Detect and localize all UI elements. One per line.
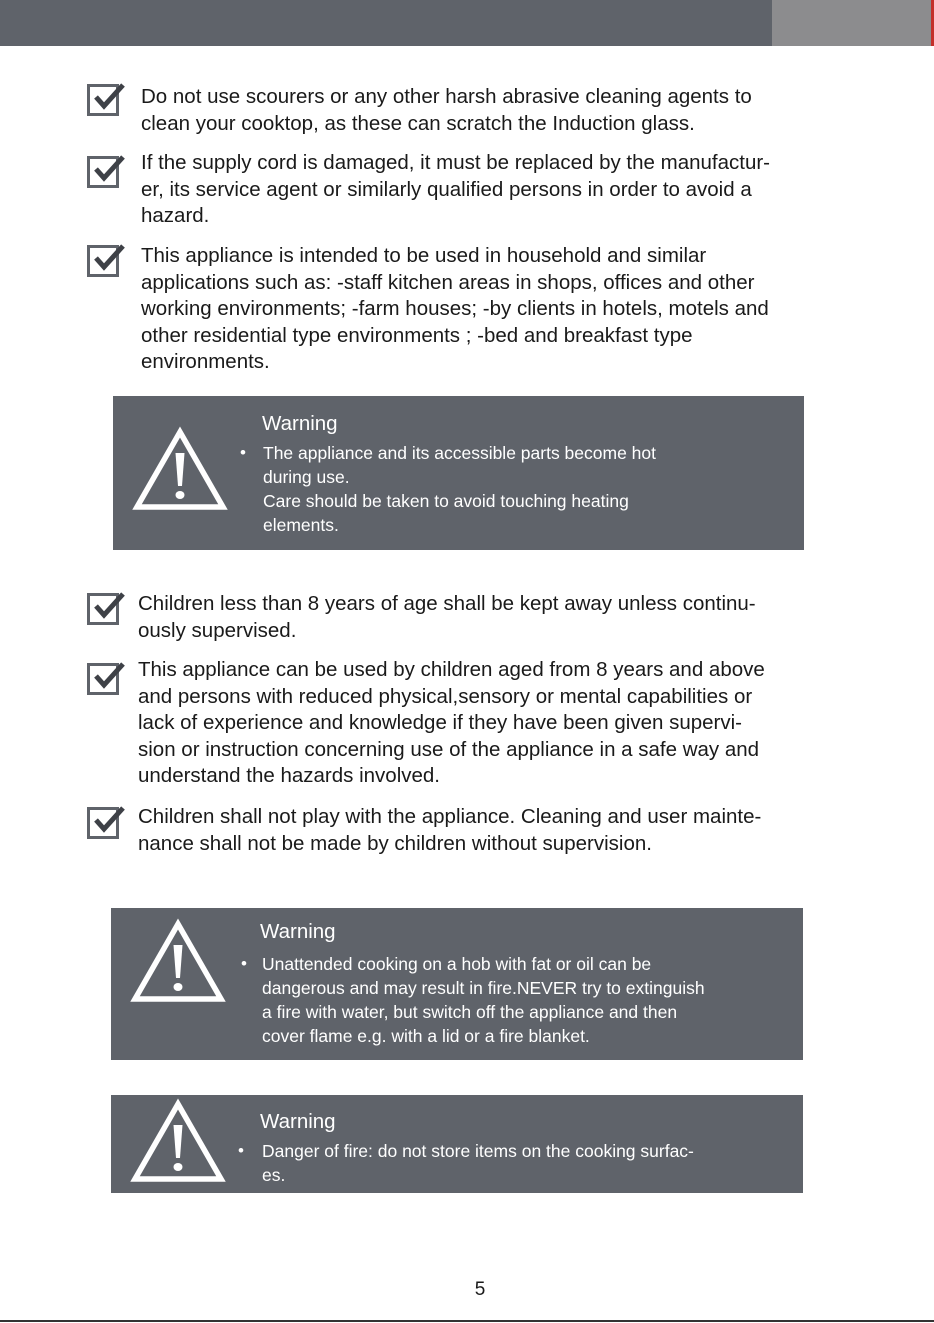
checklist-item-text: If the supply cord is damaged, it must be replaced by the manufactur- er, its service agent or similarly qualified persons in order to avoid a hazard. xyxy=(141,151,770,228)
warning-box xyxy=(111,1095,803,1193)
bullet: • xyxy=(240,443,246,462)
checklist-item-text: This appliance can be used by children aged from 8 years and above and persons with reduced physical,sensory or mental capabilities or lack of experience and knowledge if they have been given supervi- sion or instruction concerning use of the appliance in a safe way and understand the hazards involved. xyxy=(138,658,765,788)
checklist-item xyxy=(87,591,847,651)
warning-title: Warning xyxy=(262,412,338,435)
checklist-item xyxy=(87,804,847,864)
warning-title: Warning xyxy=(260,920,336,943)
bottom-rule xyxy=(0,1320,934,1322)
bullet: • xyxy=(241,954,247,973)
warning-text: Unattended cooking on a hob with fat or oil can be dangerous and may result in fire.NEVER try to extinguish a fire with water, but switch off the appliance and then cover flame e.g. with a lid or a fire blanket. xyxy=(262,954,705,1046)
checklist-item-text: Children shall not play with the appliance. Cleaning and user mainte- nance shall not be made by children without supervision. xyxy=(138,805,762,855)
checkbox-checked-icon xyxy=(87,663,119,695)
warning-triangle-icon xyxy=(129,1097,227,1185)
warning-box xyxy=(111,908,803,1060)
warning-title: Warning xyxy=(260,1110,336,1133)
checklist-item-text: Children less than 8 years of age shall be kept away unless continu- ously supervised. xyxy=(138,592,756,642)
header-bar xyxy=(0,0,772,46)
checklist-item xyxy=(87,84,847,144)
warning-text: The appliance and its accessible parts become hot during use. Care should be taken to avoid touching heating elements. xyxy=(263,443,657,535)
warning-triangle-icon xyxy=(129,917,227,1005)
checkbox-checked-icon xyxy=(87,84,119,116)
checkbox-checked-icon xyxy=(87,156,119,188)
header-tab xyxy=(772,0,932,46)
checkbox-checked-icon xyxy=(87,245,119,277)
checklist-item xyxy=(87,657,847,793)
bullet: • xyxy=(238,1141,244,1160)
checkbox-checked-icon xyxy=(87,593,119,625)
warning-triangle-icon xyxy=(131,425,229,513)
checkbox-checked-icon xyxy=(87,807,119,839)
checklist-item xyxy=(87,150,847,234)
warning-text: Danger of fire: do not store items on the cooking surfac- es. xyxy=(262,1141,694,1185)
checklist-item xyxy=(87,243,847,383)
page-number: 5 xyxy=(474,1279,486,1300)
checklist-item-text: This appliance is intended to be used in household and similar applications such as: -staff kitchen areas in shops, offices and other working environments; -farm houses; -by clients in hotels, motels and other residential type environments ; -bed and breakfast type environments. xyxy=(141,244,769,374)
warning-box xyxy=(113,396,804,550)
checklist-item-text: Do not use scourers or any other harsh abrasive cleaning agents to clean your cooktop, as these can scratch the Induction glass. xyxy=(141,85,752,135)
